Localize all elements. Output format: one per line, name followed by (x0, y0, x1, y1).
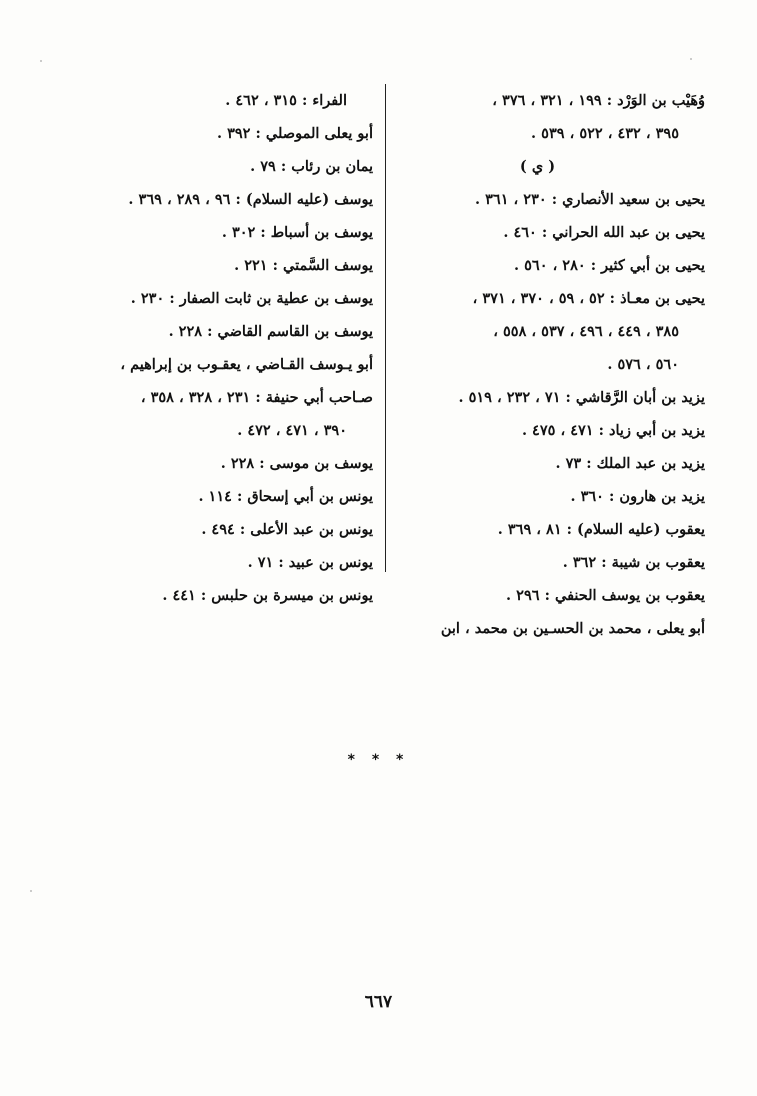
index-entry: يحيى بن عبد الله الحراني : ٤٦٠ . (503, 224, 705, 241)
index-entry: يحيى بن أبي كثير : ٢٨٠ ، ٥٦٠ . (514, 257, 705, 274)
index-entry: يونس بن ميسرة بن حلبس : ٤٤١ . (162, 587, 373, 604)
index-entry: وُهَيْب بن الوَرْد : ١٩٩ ، ٣٢١ ، ٣٧٦ ، (492, 92, 705, 109)
index-entry: يعقوب بن شيبة : ٣٦٢ . (562, 554, 705, 571)
index-entry: يزيد بن عبد الملك : ٧٣ . (555, 455, 705, 472)
index-entry-continuation: الفراء : ٣١٥ ، ٤٦٢ . (225, 92, 347, 109)
index-entry: يوسف بن القاسم القاضي : ٢٢٨ . (168, 323, 373, 340)
index-entry-continuation: صـاحب أبي حنيفة : ٢٣١ ، ٣٢٨ ، ٣٥٨ ، (140, 389, 373, 406)
index-entry: يزيد بن أبي زياد : ٤٧١ ، ٤٧٥ . (521, 422, 705, 439)
index-entry: يوسف بن موسى : ٢٢٨ . (220, 455, 373, 472)
index-entry: أبو يـوسف القـاضي ، يعقـوب بن إبراهيم ، (120, 356, 373, 373)
index-entry: يمان بن رئاب : ٧٩ . (250, 158, 373, 175)
index-entry-continuation: ٣٩٠ ، ٤٧١ ، ٤٧٢ . (237, 422, 347, 439)
index-entry: يوسف بن أسباط : ٣٠٢ . (221, 224, 373, 241)
index-entry: يوسف السَّمتي : ٢٢١ . (234, 257, 373, 274)
index-entry: أبو يعلى الموصلي : ٣٩٢ . (216, 125, 373, 142)
index-entry: يوسف (عليه السلام) : ٩٦ ، ٢٨٩ ، ٣٦٩ . (128, 191, 373, 208)
index-entry: يونس بن أبي إسحاق : ١١٤ . (198, 488, 373, 505)
index-entry: يونس بن عبد الأعلى : ٤٩٤ . (201, 521, 373, 538)
column-divider (385, 84, 386, 572)
index-entry-continuation: ٥٦٠ ، ٥٧٦ . (607, 356, 679, 373)
scan-speck (690, 58, 692, 60)
scan-speck (40, 60, 42, 62)
index-entry: أبو يعلى ، محمد بن الحسـين بن محمد ، ابن (440, 620, 705, 637)
page-number: ٦٦٧ (364, 992, 393, 1012)
index-entry: يحيى بن سعيد الأنصاري : ٢٣٠ ، ٣٦١ . (475, 191, 705, 208)
section-separator: * * * (347, 752, 410, 768)
index-entry: يعقوب (عليه السلام) : ٨١ ، ٣٦٩ . (497, 521, 705, 538)
index-entry: يونس بن عبيد : ٧١ . (247, 554, 373, 571)
index-entry: يعقوب بن يوسف الحنفي : ٢٩٦ . (506, 587, 705, 604)
section-letter-heading: ( ي ) (519, 158, 556, 175)
index-column-left (63, 84, 373, 612)
index-entry: يوسف بن عطية بن ثابت الصفار : ٢٣٠ . (130, 290, 373, 307)
index-entry-continuation: ٣٨٥ ، ٤٤٩ ، ٤٩٦ ، ٥٣٧ ، ٥٥٨ ، (493, 323, 679, 340)
scan-speck (30, 890, 32, 892)
index-entry: يزيد بن أبان الرَّقاشي : ٧١ ، ٢٣٢ ، ٥١٩ . (458, 389, 705, 406)
index-entry: يحيى بن معـاذ : ٥٢ ، ٥٩ ، ٣٧٠ ، ٣٧١ ، (472, 290, 705, 307)
index-entry-continuation: ٣٩٥ ، ٤٣٢ ، ٥٢٢ ، ٥٣٩ . (531, 125, 679, 142)
index-entry: يزيد بن هارون : ٣٦٠ . (570, 488, 705, 505)
index-column-right (370, 84, 705, 645)
